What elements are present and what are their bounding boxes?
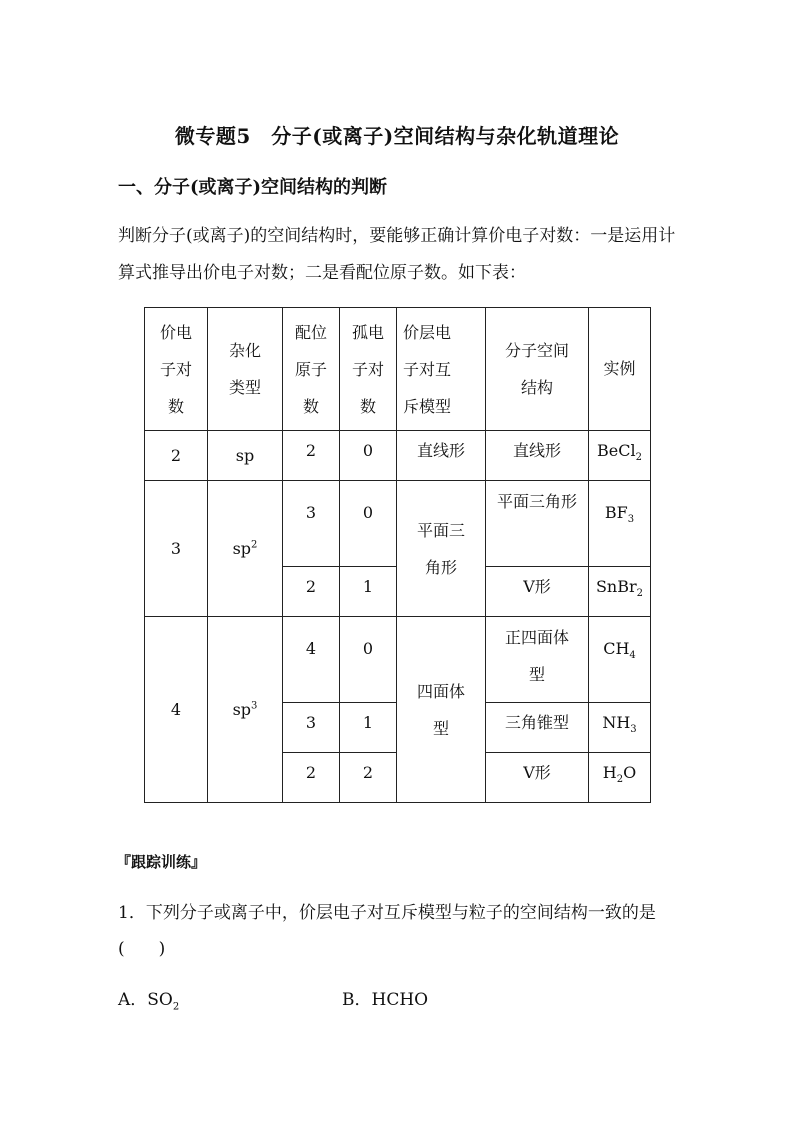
coord-cell: 3 <box>283 703 340 753</box>
table-row <box>145 481 651 567</box>
lone-cell: 0 <box>340 481 397 567</box>
pairs-cell: 3 <box>145 481 208 617</box>
hybrid-cell: sp <box>208 431 283 481</box>
shape-cell: 三角锥型 <box>486 703 589 753</box>
page-title: 微专题5 分子(或离子)空间结构与杂化轨道理论 <box>174 124 620 148</box>
header-cell: 价电子对数 <box>145 308 208 431</box>
lone-cell: 0 <box>340 431 397 481</box>
coord-cell: 3 <box>283 481 340 567</box>
vsepr-table <box>144 307 651 803</box>
example-cell: $CH_4$ <box>589 617 651 703</box>
option-formula: HCHO <box>371 990 429 1010</box>
intro-paragraph: 判断分子(或离子)的空间结构时，要能够正确计算价电子对数：一是运用计算式推导出价电子对数；二是看配位原子数。如下表： <box>118 226 676 283</box>
coord-cell: 2 <box>283 567 340 617</box>
hybrid-cell: $sp^3$ <box>208 617 283 803</box>
question-text: 下列分子或离子中，价层电子对互斥模型与粒子的空间结构一致的是( ) <box>118 903 656 959</box>
model-cell: 直线形 <box>397 431 486 481</box>
option-label: A． <box>118 990 148 1010</box>
header-cell: 配位原子数 <box>283 308 340 431</box>
model-cell: 平面三角形 <box>397 481 486 617</box>
table-header-row <box>145 308 651 431</box>
example-cell: $NH_3$ <box>589 703 651 753</box>
shape-cell: 正四面体型 <box>486 617 589 703</box>
shape-cell: V形 <box>486 567 589 617</box>
option-formula: SO <box>147 990 173 1010</box>
coord-cell: 2 <box>283 753 340 803</box>
header-cell: 实例 <box>589 308 651 431</box>
example-cell: BeCl$_2$ <box>589 431 651 481</box>
coord-cell: 2 <box>283 431 340 481</box>
coord-cell: 4 <box>283 617 340 703</box>
shape-cell: 直线形 <box>486 431 589 481</box>
practice-heading: 『跟踪训练』 <box>116 853 207 871</box>
example-cell: SnBr$_2$ <box>589 567 651 617</box>
section-heading: 一、分子(或离子)空间结构的判断 <box>118 177 388 198</box>
header-cell: 分子空间结构 <box>486 308 589 431</box>
hybrid-cell: $sp^2$ <box>208 481 283 617</box>
shape-cell: V形 <box>486 753 589 803</box>
model-cell: 四面体型 <box>397 617 486 803</box>
lone-cell: 2 <box>340 753 397 803</box>
header-cell: 杂化类型 <box>208 308 283 431</box>
question-1 <box>118 895 698 967</box>
option-label: B． <box>342 990 372 1010</box>
table-row <box>145 617 651 703</box>
option-a[interactable]: A．$SO_2$ <box>118 990 180 1013</box>
header-cell: 孤电子对数 <box>340 308 397 431</box>
header-cell: 价层电子对互斥模型 <box>397 308 486 431</box>
question-number: 1． <box>118 903 146 923</box>
lone-cell: 1 <box>340 703 397 753</box>
example-cell: $BF_3$ <box>589 481 651 567</box>
option-b[interactable] <box>342 986 428 1014</box>
lone-cell: 0 <box>340 617 397 703</box>
shape-cell: 平面三角形 <box>486 481 589 567</box>
pairs-cell: 2 <box>145 431 208 481</box>
example-cell: $H_2O$ <box>589 753 651 803</box>
lone-cell: 1 <box>340 567 397 617</box>
table-row <box>145 431 651 481</box>
pairs-cell: 4 <box>145 617 208 803</box>
